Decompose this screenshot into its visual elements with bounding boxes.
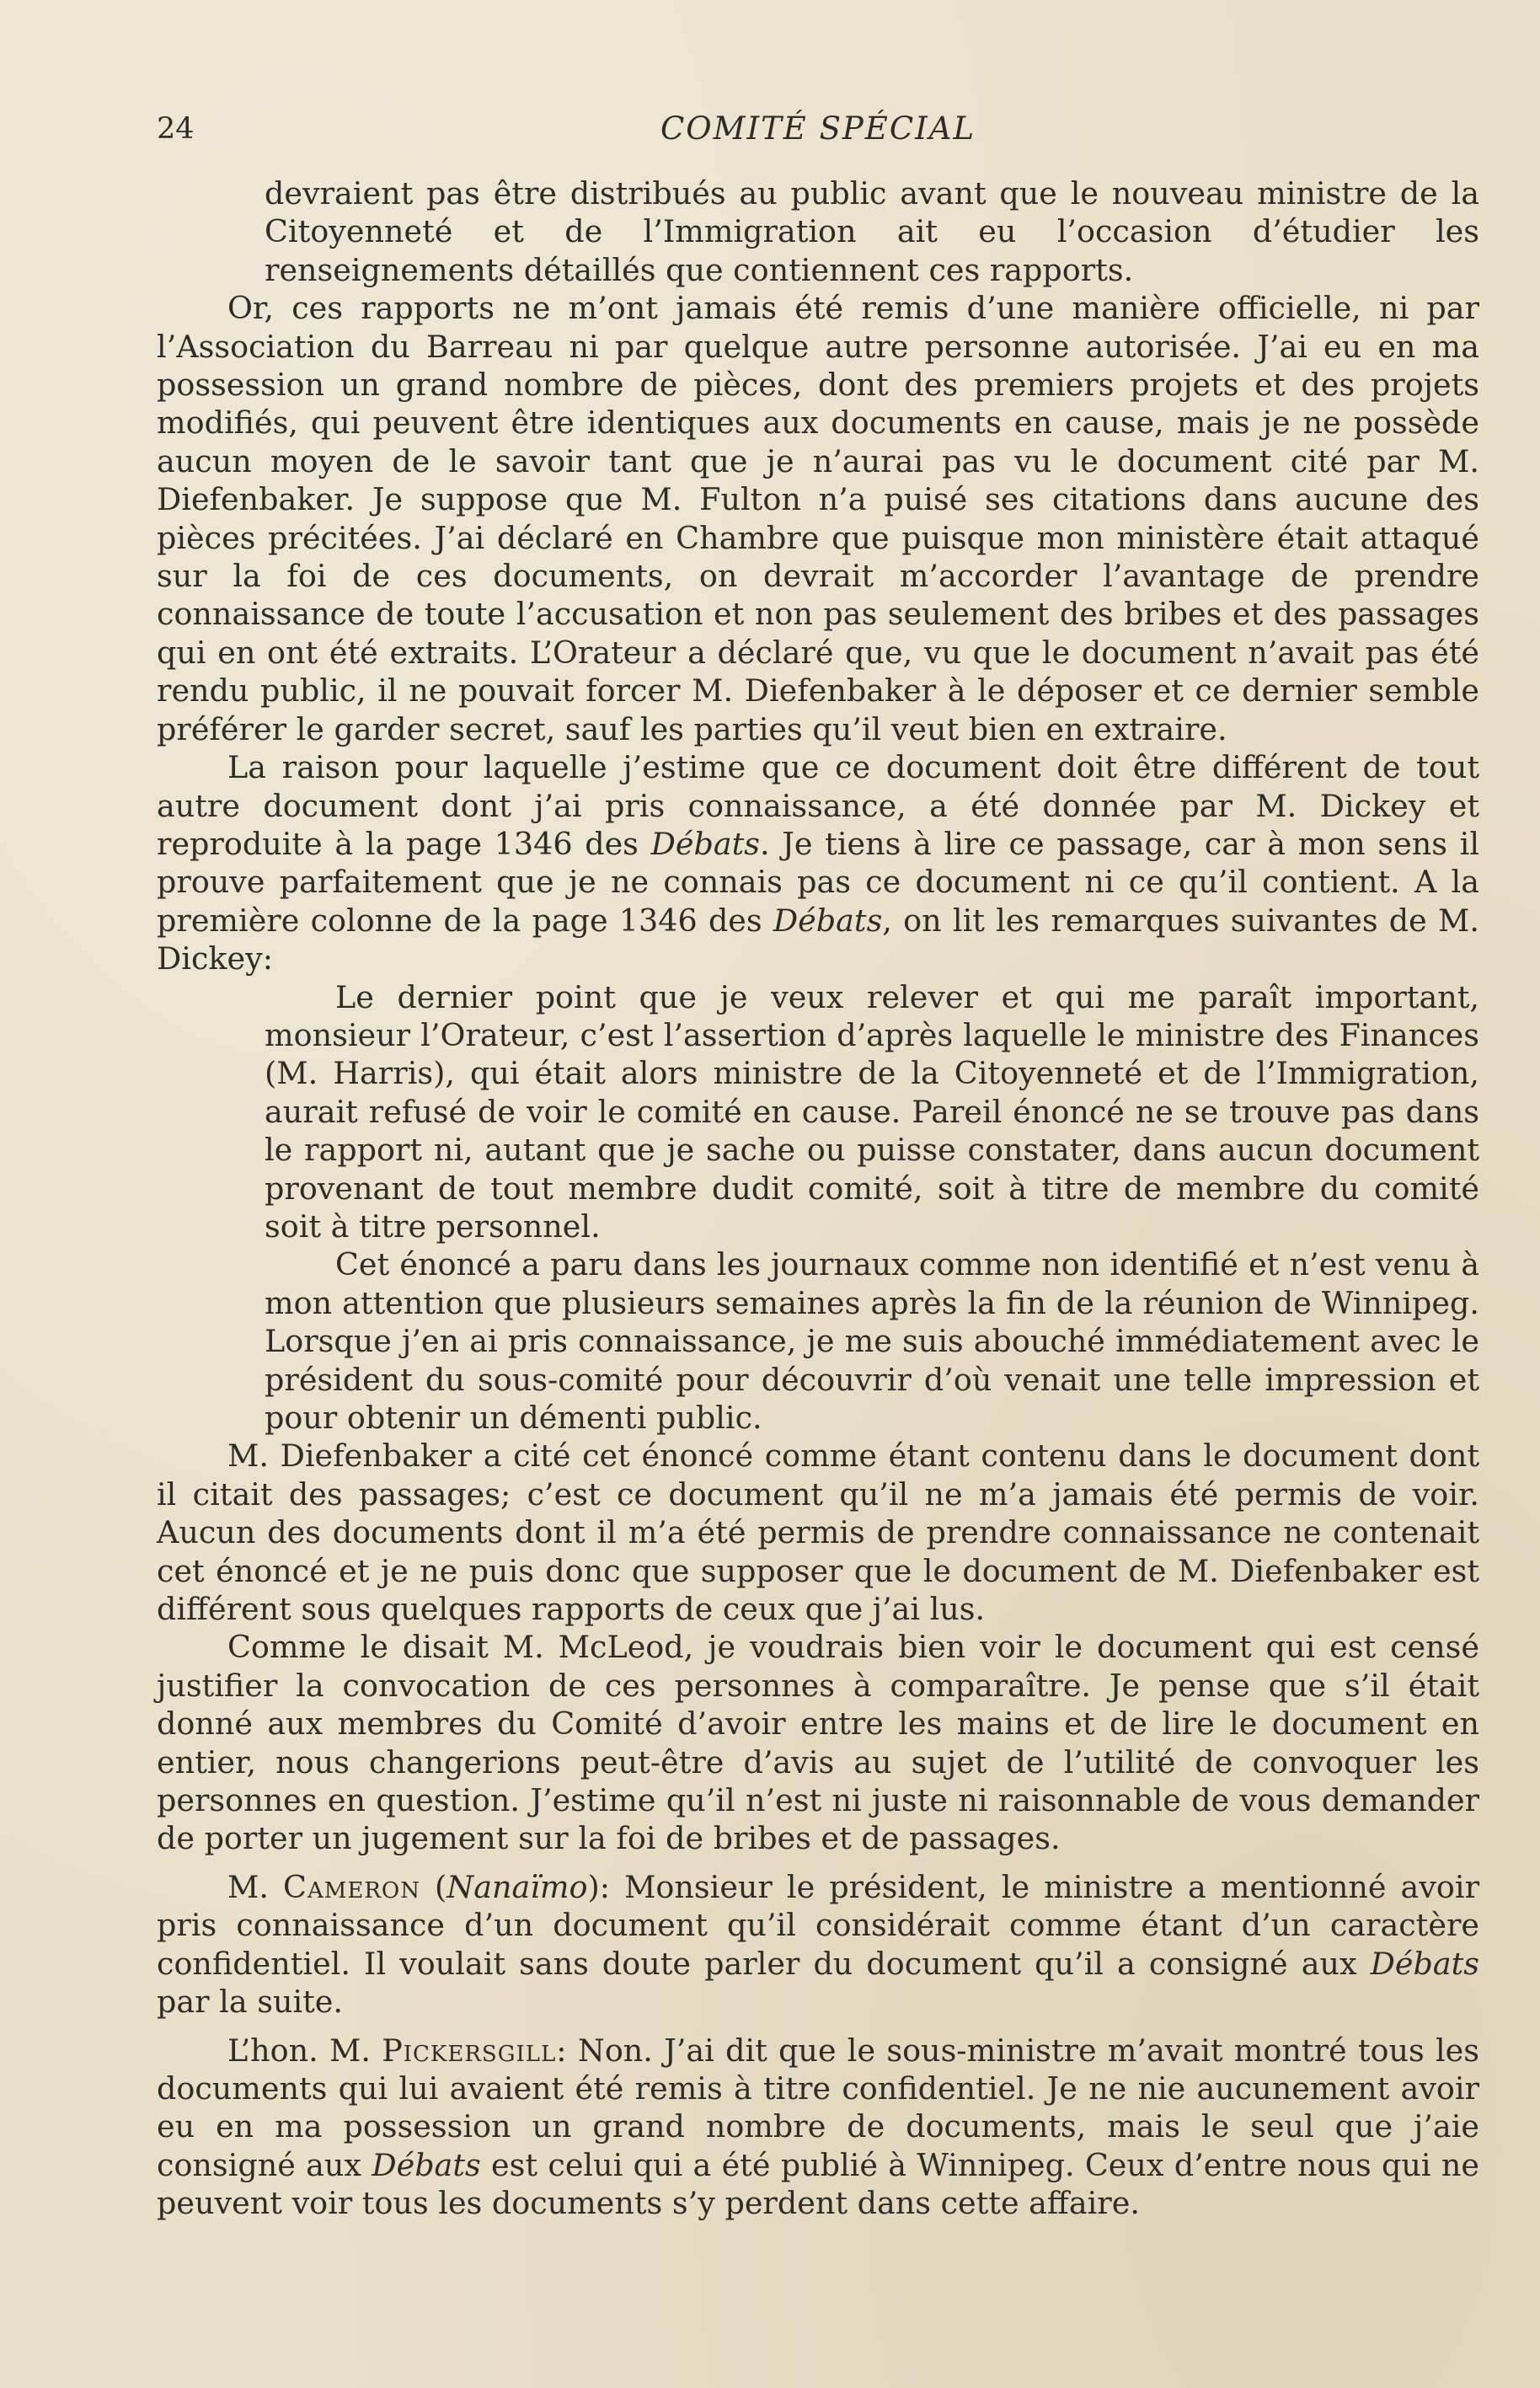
quote-paragraph: Le dernier point que je veux relever et qui me paraît important, monsieur l’Orateur, c’est l’assertion d’après laquelle le ministre des Finances (M. Harris), qui était alors ministre de la Citoyenneté et de l’Immigration, aurait refusé de voir le comité en cause. Pareil énoncé ne se trouve pas dans le rapport ni, autant que je sache ou puisse constater, dans aucun document provenant de tout membre dudit comité, soit à titre de membre du comité soit à titre personnel. bbox=[265, 978, 1479, 1245]
block-quote bbox=[157, 978, 1479, 1438]
running-head bbox=[157, 105, 1479, 156]
speaker-riding: Nanaïmo bbox=[446, 1868, 588, 1905]
quote-paragraph: Cet énoncé a paru dans les journaux comme non identifié et n’est venu à mon attention que plusieurs semaines après la fin de la réunion de Winnipeg. Lorsque j’en ai pris connaissance, je me suis abouché immédiatement avec le président du sous-comité pour découvrir d’où venait une telle impression et pour obtenir un démenti public. bbox=[265, 1246, 1479, 1436]
speaker-name: Pickersgill bbox=[382, 2032, 557, 2069]
speaker-name: Cameron bbox=[283, 1868, 420, 1905]
speech-cameron: M. Cameron (Nanaïmo): Monsieur le président, le ministre a mentionné avoir pris connaissance d’un document qu’il considérait comme étant d’un caractère confidentiel. Il voulait sans doute parler du document qu’il a consigné aux Débats par la suite. bbox=[157, 1868, 1480, 2021]
page-title: COMITÉ SPÉCIAL bbox=[660, 110, 976, 147]
paragraph: Comme le disait M. McLeod, je voudrais bien voir le document qui est censé justifier la convocation de ces personnes à comparaître. Je pense que s’il était donné aux membres du Comité d’avoir entre les mains et de lire le document en entier, nous changerions peut-être d’avis au sujet de l’utilité de convoquer les personnes en question. J’estime qu’il n’est ni juste ni raisonnable de vous demander de porter un jugement sur la foi de bribes et de passages. bbox=[157, 1629, 1479, 1857]
speech-pickersgill: L’hon. M. Pickersgill: Non. J’ai dit que le sous-ministre m’avait montré tous les documents qui lui avaient été remis à titre confidentiel. Je ne nie aucunement avoir eu en ma possession un grand nombre de documents, mais le seul que j’aie consigné aux Débats est celui qui a été publié à Winnipeg. Ceux d’entre nous qui ne peuvent voir tous les documents s’y perdent dans cette affaire. bbox=[157, 2032, 1480, 2222]
paragraph: Or, ces rapports ne m’ont jamais été remis d’une manière officielle, ni par l’Association du Barreau ni par quelque autre personne autorisée. J’ai eu en ma possession un grand nombre de pièces, dont des premiers projets et des projets modifiés, qui peuvent être identiques aux documents en cause, mais je ne possède aucun moyen de le savoir tant que je n’aurai pas vu le document cité par M. Diefenbaker. Je suppose que M. Fulton n’a puisé ses citations dans aucune des pièces précitées. J’ai déclaré en Chambre que puisque mon ministère était attaqué sur la foi de ces documents, on devrait m’accorder l’avantage de prendre connaissance de toute l’accusation et non pas seulement des bribes et des passages qui en ont été extraits. L’Orateur a déclaré que, vu que le document n’avait pas été rendu public, il ne pouvait forcer M. Diefenbaker à le déposer et ce dernier semble préférer le garder secret, sauf les parties qu’il veut bien en extraire. bbox=[157, 290, 1479, 747]
paragraph: M. Diefenbaker a cité cet énoncé comme étant contenu dans le document dont il citait des passages; c’est ce document qu’il ne m’a jamais été permis de voir. Aucun des documents dont il m’a été permis de prendre connaissance ne contenait cet énoncé et je ne puis donc que supposer que le document de M. Diefenbaker est différent sous quelques rapports de ceux que j’ai lus. bbox=[157, 1438, 1479, 1628]
paragraph-continued: devraient pas être distribués au public avant que le nouveau ministre de la Citoyenneté et de l’Immigration ait eu l’occasion d’étudier les renseignements détaillés que contiennent ces rapports. bbox=[265, 175, 1479, 288]
body-text bbox=[157, 174, 1479, 2223]
paragraph: La raison pour laquelle j’estime que ce document doit être différent de tout autre document dont j’ai pris connaissance, a été donnée par M. Dickey et reproduite à la page 1346 des Débats. Je tiens à lire ce passage, car à mon sens il prouve parfaitement que je ne connais pas ce document ni ce qu’il contient. A la première colonne de la page 1346 des Débats, on lit les remarques suivantes de M. Dickey: bbox=[157, 749, 1480, 977]
page bbox=[157, 105, 1479, 2223]
page-number: 24 bbox=[157, 112, 195, 146]
